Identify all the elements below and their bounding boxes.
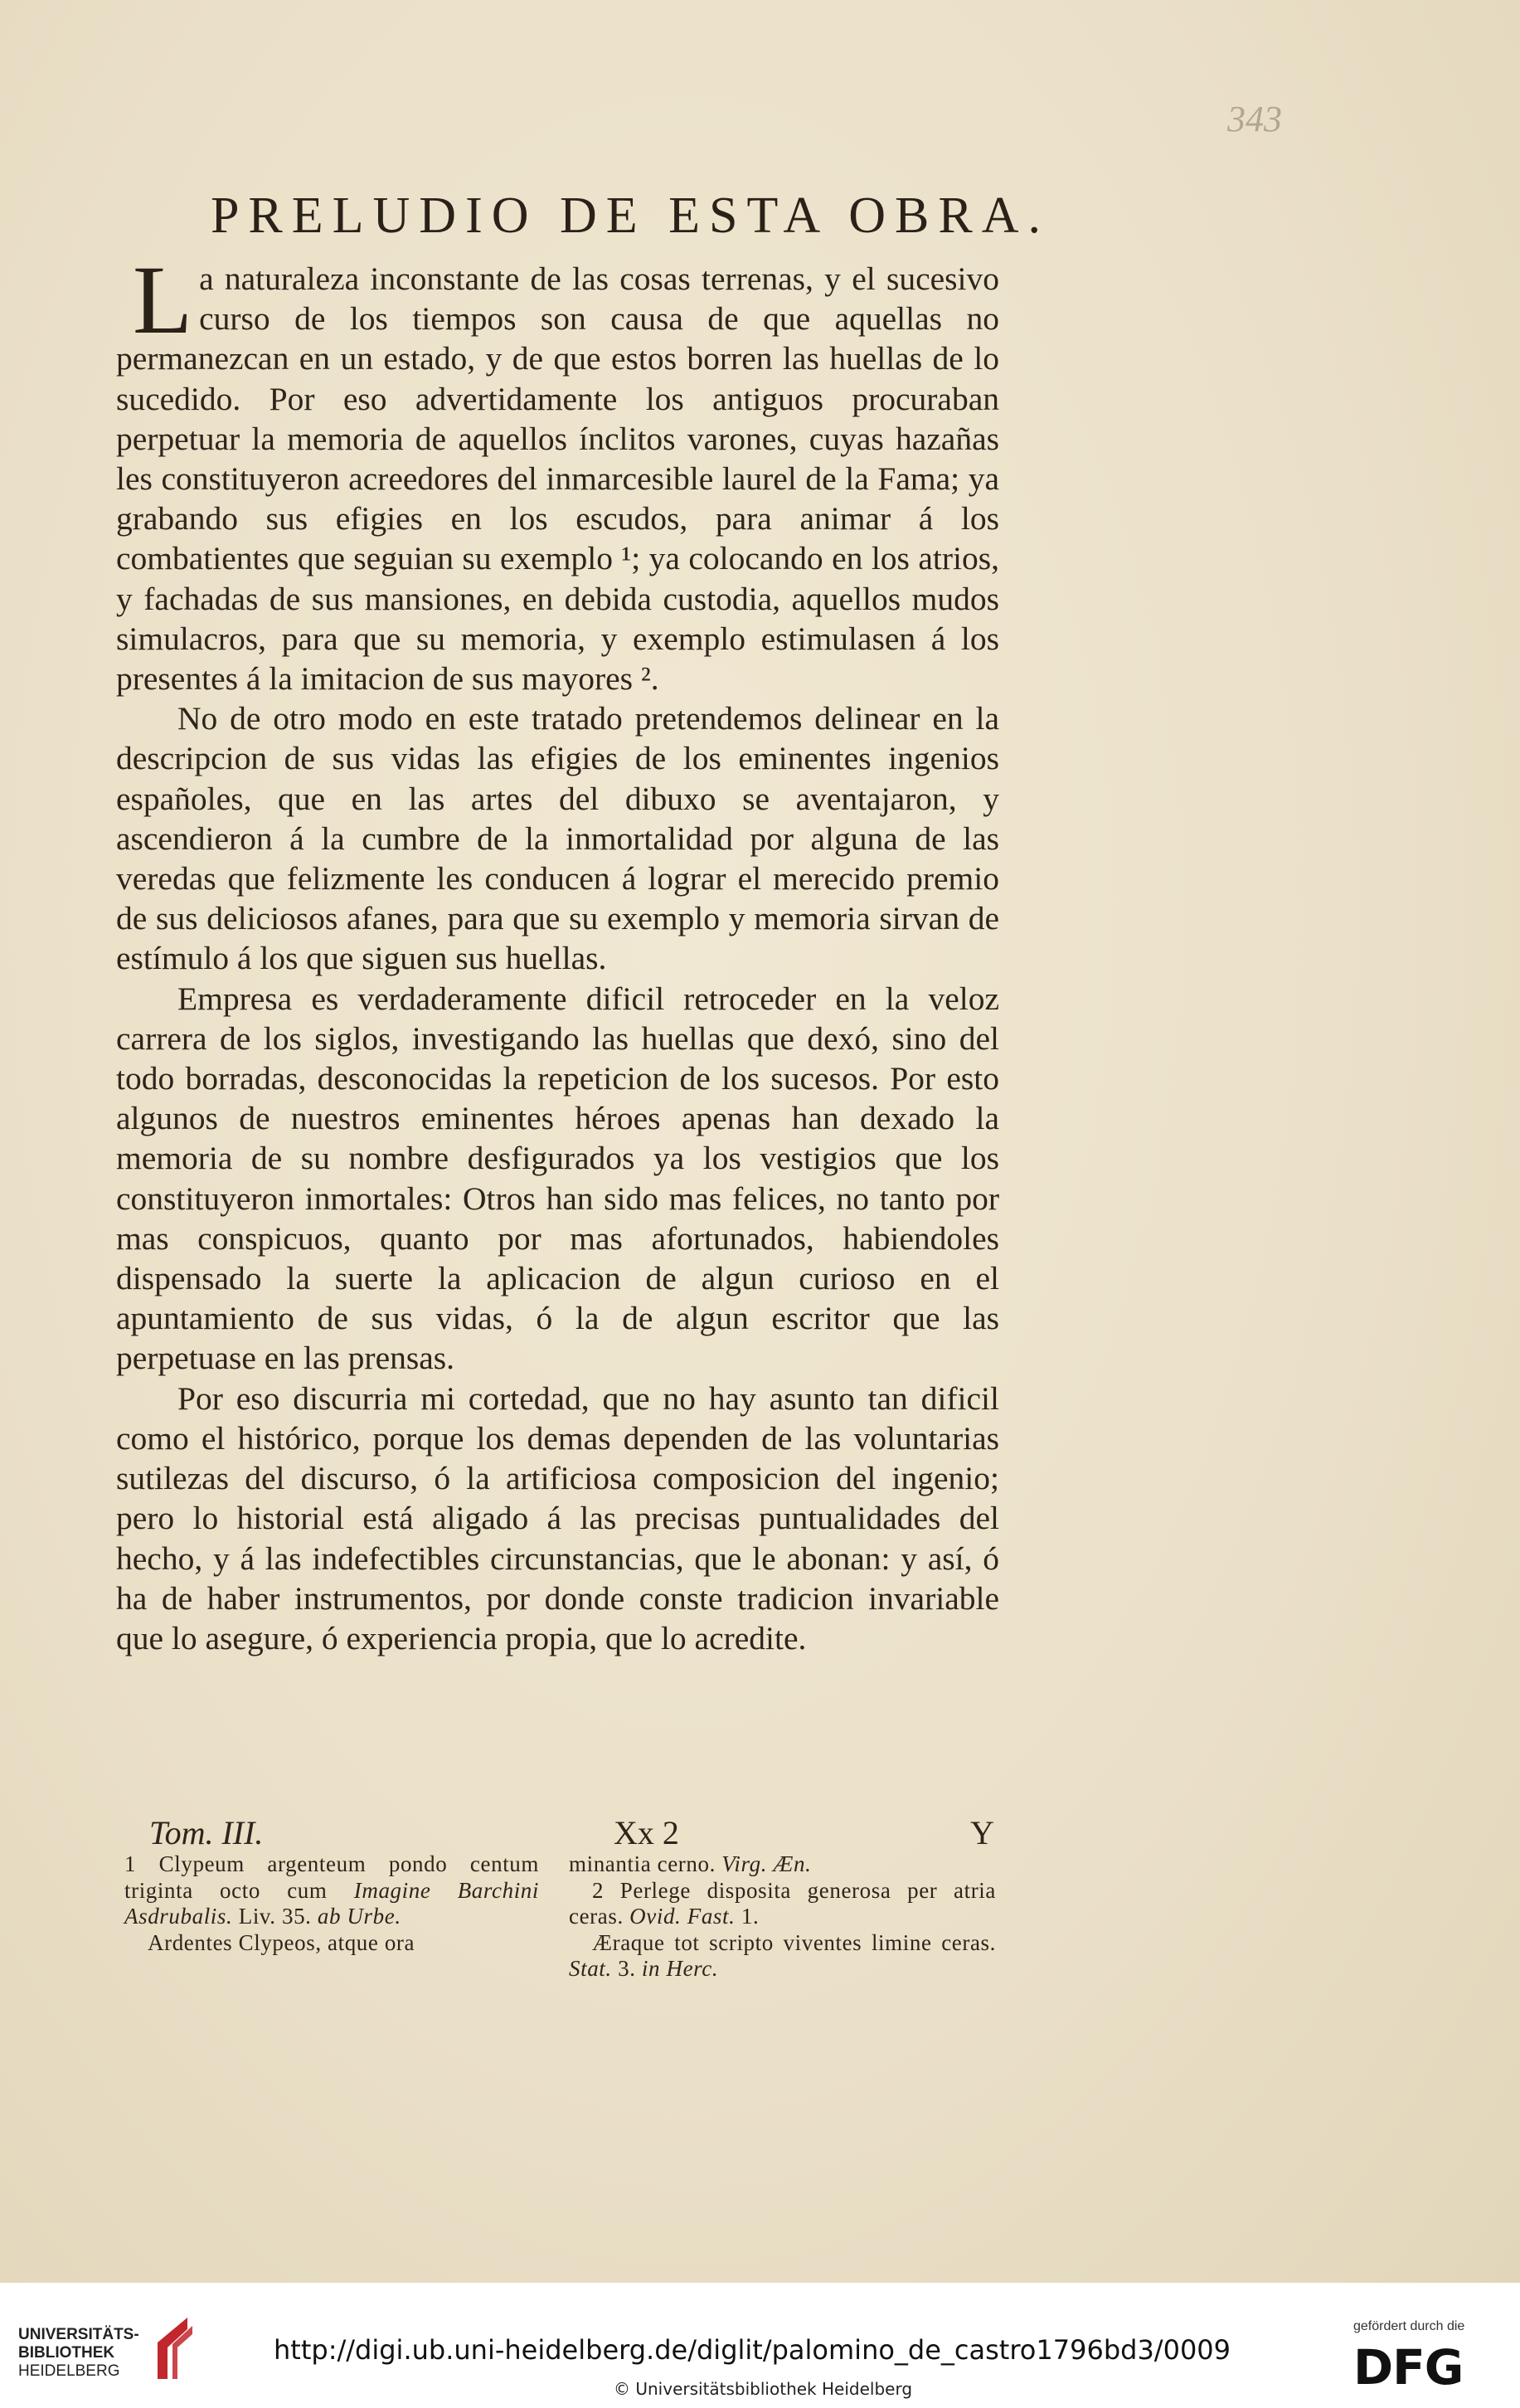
footnotes-left-column bbox=[124, 1851, 539, 1956]
volume-label: Tom. III. bbox=[149, 1814, 264, 1851]
library-logo-icon[interactable] bbox=[149, 2314, 201, 2381]
copyright-notice: © Universitätsbibliothek Heidelberg bbox=[614, 2379, 913, 2399]
library-banner bbox=[0, 2283, 1520, 2408]
paragraph-1-text: a naturaleza inconstante de las cosas terrenas, y el sucesivo curso de los tiempos son causa de que aquellas no permanezcan en un estado, y de que estos borren las huellas de lo sucedido. Por eso advertidamente los antiguos procuraban perpetuar la memoria de aquellos ínclitos varones, cuyas hazañas les constituyeron acreedores del inmarcesible laurel de la Fama; ya grabando sus efigies en los escudos, para animar á los combatientes que seguian su exemplo ¹; ya colocando en los atrios, y fachadas de sus mansiones, en debida custodia, aquellos mudos simulacros, para que su memoria, y exemplo estimulasen á los presentes á la imitacion de sus mayores ². bbox=[116, 260, 999, 698]
footnote-2-verse: Æraque tot scripto viventes limine ceras. Stat. 3. in Herc. bbox=[569, 1929, 996, 1981]
dfg-logo[interactable]: DFG bbox=[1353, 2339, 1464, 2396]
catchword: Y bbox=[970, 1814, 994, 1851]
signature-mark: Xx 2 bbox=[614, 1814, 679, 1851]
paragraph-4: Por eso discurria mi cortedad, que no hay asunto tan dificil como el histórico, porque los demas dependen de las voluntarias sutilezas del discurso, ó la artificiosa composicion del ingenio; pero lo historial está aligado á las precisas puntualidades del hecho, y á las indefectibles circunstancias, que le abonan: y así, ó ha de haber instrumentos, por donde conste tradicion invariable que lo asegure, ó experiencia propia, que lo acredite. bbox=[116, 1379, 999, 1656]
footnote-2: 2 Perlege disposita generosa per atria ceras. Ovid. Fast. 1. bbox=[569, 1877, 996, 1929]
page-url-link[interactable]: http://digi.ub.uni-heidelberg.de/diglit/palomino_de_castro1796bd3/0009 bbox=[274, 2334, 1231, 2366]
paragraph-3: Empresa es verdaderamente dificil retroceder en la veloz carrera de los siglos, investigando las huellas que dexó, sino del todo borradas, desconocidas la repeticion de los sucesos. Por esto algunos de nuestros eminentes héroes apenas han dexado la memoria de su nombre desfigurados ya los vestigios que los constituyeron inmortales: Otros han sido mas felices, no tanto por mas conspicuos, quanto por mas afortunados, habiendoles dispensado la suerte la aplicacion de algun curioso en el apuntamiento de sus vidas, ó la de algun escritor que las perpetuase en las prensas. bbox=[116, 980, 999, 1377]
drop-cap: L bbox=[133, 246, 193, 354]
funded-by-label: gefördert durch die bbox=[1353, 2319, 1465, 2333]
paragraph-1 bbox=[116, 246, 999, 698]
signature-line bbox=[116, 1813, 999, 1855]
running-head-page-number: 343 bbox=[1227, 99, 1282, 139]
body-text bbox=[116, 246, 999, 1658]
footnotes-right-column bbox=[569, 1851, 996, 1982]
footnote-1-verse: Ardentes Clypeos, atque ora bbox=[148, 1929, 415, 1955]
library-logo-text[interactable]: UNIVERSITÄTS- BIBLIOTHEK HEIDELBERG bbox=[18, 2326, 139, 2380]
page-title: PRELUDIO DE ESTA OBRA. bbox=[210, 187, 1051, 244]
paragraph-2: No de otro modo en este tratado pretendemos delinear en la descripcion de sus vidas las efigies de los eminentes ingenios españoles, que en las artes del dibuxo se aventajaron, y ascendieron á la cumbre de la inmortalidad por alguna de las veredas que felizmente les conducen á lograr el merecido premio de sus deliciosos afanes, para que su exemplo y memoria sirvan de estímulo á los que siguen sus huellas. bbox=[116, 700, 999, 977]
footnote-1-verse-cont: minantia cerno. Virg. Æn. bbox=[569, 1851, 812, 1876]
footnote-1: 1 Clypeum argenteum pondo centum triginta octo cum Imagine Barchini Asdrubalis. Liv. 35. ab Urbe. bbox=[124, 1851, 539, 1929]
